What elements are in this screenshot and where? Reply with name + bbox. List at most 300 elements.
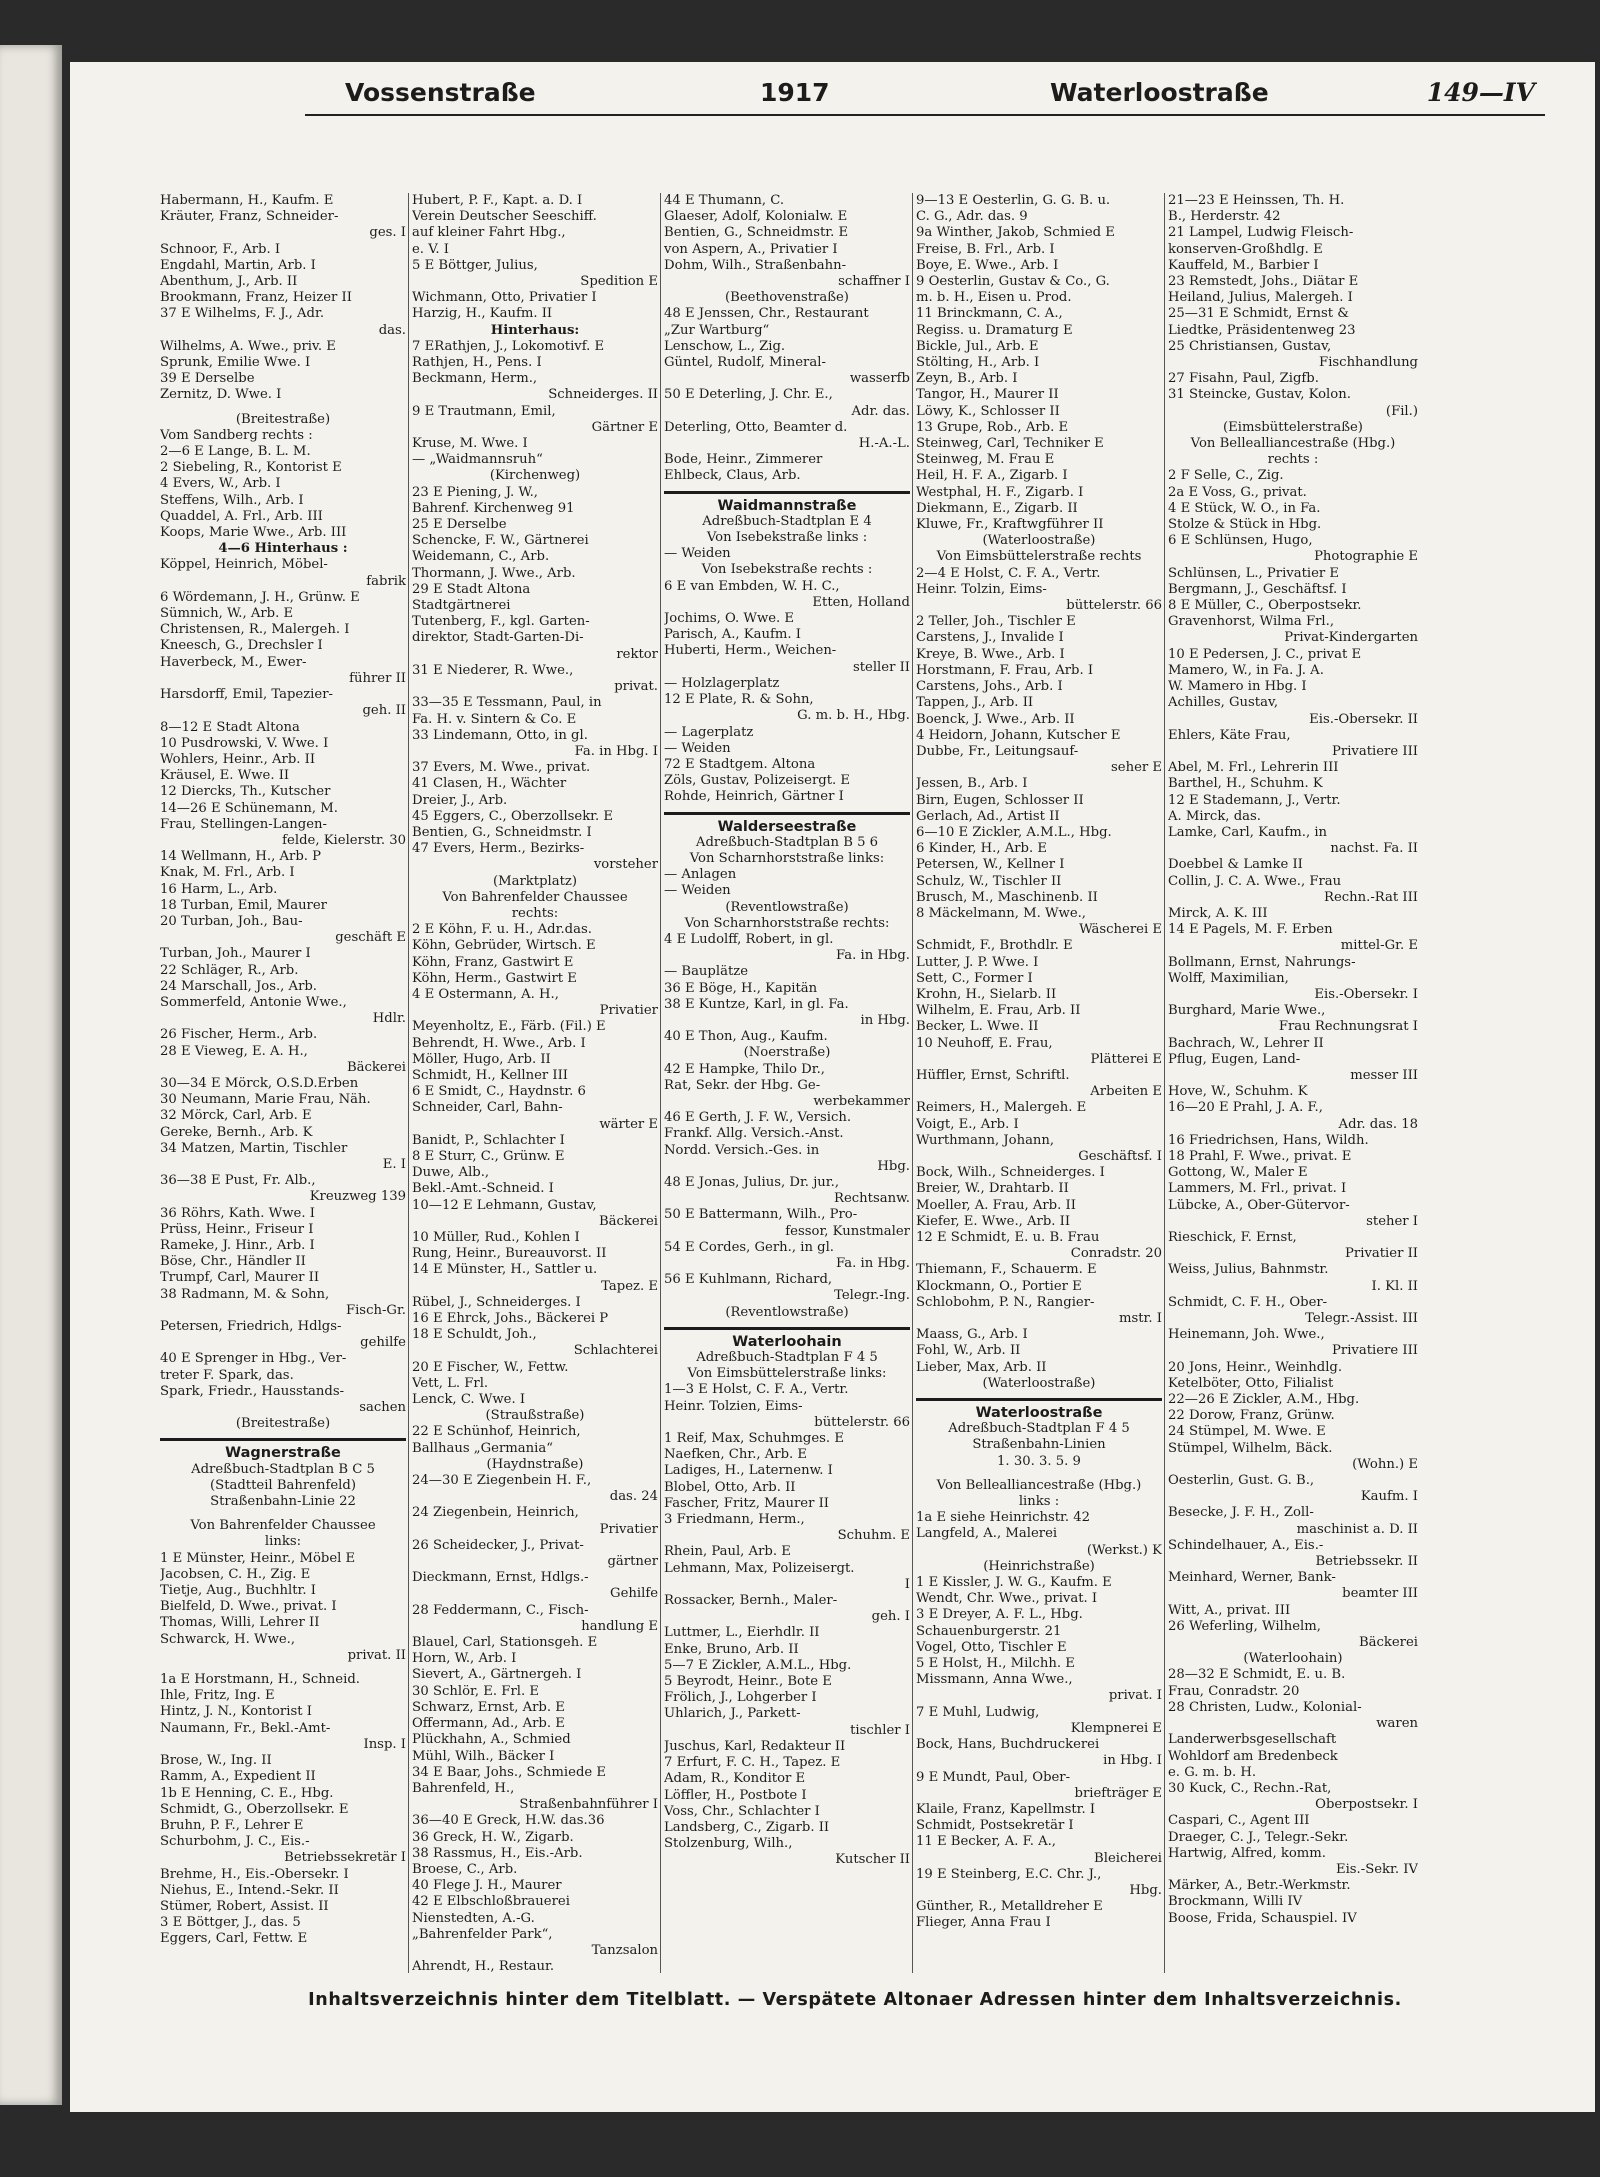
directory-entry: Frau, Stellingen-Langen- xyxy=(160,816,327,832)
directory-entry: Brookmann, Franz, Heizer II xyxy=(160,290,352,306)
directory-entry: Bäckerei xyxy=(1358,1635,1418,1651)
column-rule xyxy=(408,193,409,1973)
street-heading: Wagnerstraße xyxy=(160,1438,406,1461)
directory-entry: Bergmann, J., Geschäftsf. I xyxy=(1168,581,1347,597)
directory-entry: Schneiderges. II xyxy=(548,387,658,403)
directory-entry: Wichmann, Otto, Privatier I xyxy=(412,290,597,306)
directory-entry: 22 Dorow, Franz, Grünw. xyxy=(1168,1408,1335,1424)
directory-entry: Kruse, M. Wwe. I xyxy=(412,436,528,452)
directory-entry: Abenthum, J., Arb. II xyxy=(160,274,298,290)
directory-entry: Besecke, J. F. H., Zoll- xyxy=(1168,1505,1314,1521)
directory-entry: Dubbe, Fr., Leitungsauf- xyxy=(916,743,1079,759)
directory-entry: fabrik xyxy=(366,573,406,589)
directory-entry: Schmidt, C. F. H., Ober- xyxy=(1168,1294,1328,1310)
section-note: (Stadtteil Bahrenfeld) xyxy=(210,1477,356,1493)
spacer xyxy=(160,1664,406,1672)
directory-entry: Stümpel, Wilhelm, Bäck. xyxy=(1168,1440,1333,1456)
directory-entry: 9—13 E Oesterlin, G. G. B. u. xyxy=(916,193,1111,208)
directory-entry: Huberti, Herm., Weichen- xyxy=(664,643,837,659)
directory-entry: seher E xyxy=(1111,760,1162,776)
directory-entry: 2—4 E Holst, C. F. A., Vertr. xyxy=(916,565,1101,581)
directory-entry: Betriebssekretär I xyxy=(284,1850,406,1866)
directory-entry: 14 E Münster, H., Sattler u. xyxy=(412,1262,598,1278)
directory-entry: Heinr. Tolzien, Eims- xyxy=(664,1398,803,1414)
directory-entry: 20 E Fischer, W., Fettw. xyxy=(412,1359,569,1375)
directory-entry: Weiss, Julius, Bahnmstr. xyxy=(1168,1262,1329,1278)
directory-entry: geschäft E xyxy=(335,930,406,946)
directory-entry: Schwarz, Ernst, Arb. E xyxy=(412,1699,565,1715)
directory-entry: Voigt, E., Arb. I xyxy=(916,1116,1019,1132)
directory-entry: direktor, Stadt-Garten-Di- xyxy=(412,630,584,646)
directory-entry: Köppel, Heinrich, Möbel- xyxy=(160,557,328,573)
directory-entry: Petersen, W., Kellner I xyxy=(916,857,1065,873)
directory-entry: 24 Marschall, Jos., Arb. xyxy=(160,978,318,994)
column-4 xyxy=(916,193,1162,1983)
directory-entry: Westphal, H. F., Zigarb. I xyxy=(916,484,1084,500)
directory-entry: in Hbg. xyxy=(860,1012,910,1028)
directory-entry: Achilles, Gustav, xyxy=(1168,695,1279,711)
directory-entry: steller II xyxy=(852,659,910,675)
directory-entry: gehilfe xyxy=(360,1335,406,1351)
directory-entry: führer II xyxy=(349,670,406,686)
directory-entry: Vom Sandberg rechts : xyxy=(160,427,313,443)
directory-entry: Koops, Marie Wwe., Arb. III xyxy=(160,525,347,541)
directory-entry: 50 E Deterling, J. Chr. E., xyxy=(664,387,833,403)
directory-entry: Gravenhorst, Wilma Frl., xyxy=(1168,614,1335,630)
directory-entry: 25 Christiansen, Gustav, xyxy=(1168,338,1332,354)
directory-entry: 36—40 E Greck, H.W. das.36 xyxy=(412,1813,605,1829)
directory-entry: das. xyxy=(378,322,406,338)
street-heading: Walderseestraße xyxy=(664,812,910,835)
directory-entry: 48 E Jonas, Julius, Dr. jur., xyxy=(664,1174,840,1190)
directory-entry: 20 Turban, Joh., Bau- xyxy=(160,913,303,929)
directory-entry: Wilhelm, E. Frau, Arb. II xyxy=(916,1003,1081,1019)
directory-entry: Schauenburgerstr. 21 xyxy=(916,1623,1062,1639)
directory-entry: 22 E Schünhof, Heinrich, xyxy=(412,1424,581,1440)
directory-entry: Diekmann, E., Zigarb. II xyxy=(916,500,1078,516)
directory-entry: Wurthmann, Johann, xyxy=(916,1132,1055,1148)
directory-entry: Güntel, Rudolf, Mineral- xyxy=(664,355,826,371)
directory-entry: Frau, Conradstr. 20 xyxy=(1168,1683,1300,1699)
directory-entry: sachen xyxy=(359,1400,406,1416)
directory-entry: 22—26 E Zickler, A.M., Hbg. xyxy=(1168,1392,1360,1408)
directory-entry: 10 E Pedersen, J. C., privat E xyxy=(1168,646,1362,662)
directory-entry: 4—6 Hinterhaus : xyxy=(218,541,348,557)
directory-entry: Jessen, B., Arb. I xyxy=(916,776,1028,792)
section-note: (Beethovenstraße) xyxy=(725,290,849,306)
section-note: Von Eimsbüttelerstraße links: xyxy=(687,1366,887,1382)
directory-entry: 34 E Baar, Johs., Schmiede E xyxy=(412,1764,607,1780)
directory-entry: Sommerfeld, Antonie Wwe., xyxy=(160,994,347,1010)
directory-entry: ges. I xyxy=(369,225,406,241)
directory-entry: B., Herderstr. 42 xyxy=(1168,209,1281,225)
directory-entry: Klaile, Franz, Kapellmstr. I xyxy=(916,1801,1096,1817)
directory-entry: Bentien, G., Schneidmstr. I xyxy=(412,824,592,840)
directory-entry: Rameke, J. Hinr., Arb. I xyxy=(160,1238,315,1253)
directory-entry: 16 Harm, L., Arb. xyxy=(160,881,278,897)
footer-note: Inhaltsverzeichnis hinter dem Titelblatt. — Verspätete Altonaer Adressen hinter dem Inhaltsverzeichnis. xyxy=(308,1990,1402,2010)
directory-entry: Stümer, Robert, Assist. II xyxy=(160,1898,329,1914)
directory-entry: Hbg. xyxy=(877,1158,910,1174)
section-note: (Waterloostraße) xyxy=(982,533,1096,549)
directory-entry: 8 E Sturr, C., Grünw. E xyxy=(412,1148,565,1164)
directory-entry: 38 Rassmus, H., Eis.-Arb. xyxy=(412,1845,583,1861)
directory-entry: Luttmer, L., Eierhdlr. II xyxy=(664,1625,820,1641)
directory-entry: Wolff, Maximilian, xyxy=(1168,970,1289,986)
directory-entry: Wendt, Chr. Wwe., privat. I xyxy=(916,1591,1098,1607)
directory-entry: — Weiden xyxy=(664,740,731,756)
directory-entry: 72 E Stadtgem. Altona xyxy=(664,756,816,772)
directory-entry: Birn, Eugen, Schlosser II xyxy=(916,792,1084,808)
column-rule xyxy=(912,193,913,1973)
directory-entry: 25—31 E Schmidt, Ernst & xyxy=(1168,306,1349,322)
directory-entry: Petersen, Friedrich, Hdlgs- xyxy=(160,1319,342,1335)
directory-entry: 40 E Sprenger in Hbg., Ver- xyxy=(160,1351,347,1367)
directory-entry: Nordd. Versich.-Ges. in xyxy=(664,1142,820,1158)
directory-entry: 29 E Stadt Altona xyxy=(412,581,531,597)
directory-entry: Insp. I xyxy=(363,1736,406,1752)
directory-entry: Brehme, H., Eis.-Obersekr. I xyxy=(160,1866,349,1882)
directory-entry: 36 Greck, H. W., Zigarb. xyxy=(412,1829,574,1845)
section-note: Adreßbuch-Stadtplan B C 5 xyxy=(191,1461,375,1477)
directory-entry: treter F. Spark, das. xyxy=(160,1367,294,1383)
directory-entry: Trumpf, Carl, Maurer II xyxy=(160,1270,320,1286)
directory-entry: Jacobsen, C. H., Zig. E xyxy=(160,1566,311,1582)
directory-entry: Fa. H. v. Sintern & Co. E xyxy=(412,711,577,727)
directory-entry: geh. I xyxy=(871,1609,910,1625)
directory-entry: H.-A.-L. xyxy=(858,436,910,452)
directory-entry: 3 E Böttger, J., das. 5 xyxy=(160,1915,301,1931)
directory-entry: Mühl, Wilh., Bäcker I xyxy=(412,1748,555,1764)
directory-entry: Hove, W., Schuhm. K xyxy=(1168,1084,1308,1100)
directory-entry: 18 Turban, Emil, Maurer xyxy=(160,897,327,913)
directory-entry: Lenck, C. Wwe. I xyxy=(412,1392,526,1408)
directory-entry: Landerwerbsgesellschaft xyxy=(1168,1732,1337,1748)
directory-entry: — Weiden xyxy=(664,883,731,899)
directory-entry: 39 E Derselbe xyxy=(160,371,255,387)
directory-entry: Fa. in Hbg. xyxy=(836,948,910,964)
directory-entry: 24 Ziegenbein, Heinrich, xyxy=(412,1505,579,1521)
directory-entry: Prüss, Heinr., Friseur I xyxy=(160,1221,314,1237)
section-note: links: xyxy=(264,1534,302,1550)
section-note: Von Bellealliancestraße (Hbg.) xyxy=(1190,436,1396,452)
directory-entry: felde, Kielerstr. 30 xyxy=(282,832,406,848)
directory-entry: Naefken, Chr., Arb. E xyxy=(664,1447,808,1463)
directory-entry: 8 E Müller, C., Oberpostsekr. xyxy=(1168,598,1362,614)
directory-entry: messer III xyxy=(1350,1067,1418,1083)
directory-entry: 16—20 E Prahl, J. A. F., xyxy=(1168,1100,1323,1116)
directory-entry: werbekammer xyxy=(813,1093,910,1109)
directory-entry: Breier, W., Drahtarb. II xyxy=(916,1181,1069,1197)
directory-entry: Collin, J. C. A. Wwe., Frau xyxy=(1168,873,1342,889)
directory-entry: wärter E xyxy=(599,1116,658,1132)
directory-entry: Schindelhauer, A., Eis.- xyxy=(1168,1537,1324,1553)
directory-entry: Fa. in Hbg. I xyxy=(574,743,658,759)
directory-entry: Telegr.-Assist. III xyxy=(1305,1311,1418,1327)
directory-entry: — Weiden xyxy=(664,546,731,562)
directory-entry: 1 E Münster, Heinr., Möbel E xyxy=(160,1550,356,1566)
directory-entry: Hartwig, Alfred, komm. xyxy=(1168,1845,1326,1861)
directory-entry: — Lagerplatz xyxy=(664,724,754,740)
directory-entry: 3 E Dreyer, A. F. L., Hbg. xyxy=(916,1607,1083,1623)
section-note: (Reventlowstraße) xyxy=(725,899,849,915)
directory-entry: Fisch-Gr. xyxy=(345,1302,406,1318)
section-note: 1. 30. 3. 5. 9 xyxy=(997,1453,1081,1469)
directory-entry: Haverbeck, M., Ewer- xyxy=(160,654,307,670)
section-note: rechts : xyxy=(1267,452,1319,468)
directory-entry: Freise, B. Frl., Arb. I xyxy=(916,241,1055,257)
directory-entry: Langfeld, A., Malerei xyxy=(916,1526,1058,1542)
directory-entry: Kaufm. I xyxy=(1360,1489,1418,1505)
directory-entry: Landsberg, C., Zigarb. II xyxy=(664,1819,830,1835)
directory-entry: Oesterlin, Gust. G. B., xyxy=(1168,1473,1315,1489)
directory-entry: Offermann, Ad., Arb. E xyxy=(412,1716,565,1732)
directory-entry: 1a E Horstmann, H., Schneid. xyxy=(160,1672,360,1688)
directory-entry: Rung, Heinr., Bureauvorst. II xyxy=(412,1246,607,1262)
directory-entry: 1 Reif, Max, Schuhmges. E xyxy=(664,1431,844,1447)
directory-entry: schaffner I xyxy=(838,274,910,290)
directory-entry: Sümnich, W., Arb. E xyxy=(160,606,294,622)
directory-entry: Löffler, H., Postbote I xyxy=(664,1787,807,1803)
directory-entry: Hdlr. xyxy=(372,1011,406,1027)
directory-entry: Kräuter, Franz, Schneider- xyxy=(160,209,339,225)
directory-entry: Quaddel, A. Frl., Arb. III xyxy=(160,508,323,524)
directory-entry: m. b. H., Eisen u. Prod. xyxy=(916,290,1072,306)
directory-entry: rektor xyxy=(616,646,658,662)
directory-entry: 42 E Hampke, Thilo Dr., xyxy=(664,1061,825,1077)
directory-entry: Dohm, Wilh., Straßenbahn- xyxy=(664,257,847,273)
directory-entry: Glaeser, Adolf, Kolonialw. E xyxy=(664,209,848,225)
directory-entry: Hintz, J. N., Kontorist I xyxy=(160,1704,312,1720)
directory-entry: Liedtke, Präsidentenweg 23 xyxy=(1168,322,1356,338)
running-head-left: Vossenstraße xyxy=(345,78,536,107)
directory-entry: 10 Pusdrowski, V. Wwe. I xyxy=(160,735,329,751)
directory-entry: 9 E Trautmann, Emil, xyxy=(412,403,556,419)
section-note: (Waterloostraße) xyxy=(982,1375,1096,1391)
directory-entry: 40 E Thon, Aug., Kaufm. xyxy=(664,1029,828,1045)
directory-entry: Tappen, J., Arb. II xyxy=(916,695,1034,711)
directory-entry: Sett, C., Former I xyxy=(916,970,1033,986)
directory-entry: Horstmann, F. Frau, Arb. I xyxy=(916,662,1094,678)
directory-entry: maschinist a. D. II xyxy=(1296,1521,1418,1537)
directory-entry: Ehlbeck, Claus, Arb. xyxy=(664,468,801,484)
directory-entry: Voss, Chr., Schlachter I xyxy=(664,1803,820,1819)
directory-entry: 13 Grupe, Rob., Arb. E xyxy=(916,419,1069,435)
directory-entry: Naumann, Fr., Bekl.-Amt- xyxy=(160,1720,331,1736)
directory-entry: Wilhelms, A. Wwe., priv. E xyxy=(160,338,336,354)
directory-entry: steher I xyxy=(1366,1213,1418,1229)
directory-entry: Wohldorf am Bredenbeck xyxy=(1168,1748,1338,1764)
section-note: (Haydnstraße) xyxy=(486,1456,584,1472)
directory-entry: Broese, C., Arb. xyxy=(412,1861,518,1877)
directory-entry: Gärtner E xyxy=(591,419,658,435)
directory-entry: Bachrach, W., Lehrer II xyxy=(1168,1035,1324,1051)
directory-entry: Kneesch, G., Drechsler I xyxy=(160,638,323,654)
directory-entry: 9a Winther, Jakob, Schmied E xyxy=(916,225,1115,241)
directory-entry: 32 Mörck, Carl, Arb. E xyxy=(160,1108,312,1124)
directory-entry: 20 Jons, Heinr., Weinhdlg. xyxy=(1168,1359,1343,1375)
directory-entry: Gereke, Bernh., Arb. K xyxy=(160,1124,313,1140)
directory-entry: Steffens, Wilh., Arb. I xyxy=(160,492,304,508)
section-note: Von Eimsbüttelerstraße rechts xyxy=(936,549,1142,565)
directory-entry: Stolzenburg, Wilh., xyxy=(664,1836,793,1852)
directory-entry: 18 E Schuldt, Joh., xyxy=(412,1327,537,1343)
directory-entry: Zernitz, D. Wwe. I xyxy=(160,387,282,403)
directory-entry: Lieber, Max, Arb. II xyxy=(916,1359,1047,1375)
directory-entry: Wäscherei E xyxy=(1079,922,1162,938)
directory-entry: 33—35 E Tessmann, Paul, in xyxy=(412,695,602,711)
column-5 xyxy=(1168,193,1418,1983)
directory-entry: 44 E Thumann, C. xyxy=(664,193,785,208)
directory-entry: 40 Flege J. H., Maurer xyxy=(412,1878,562,1894)
directory-entry: „Zur Wartburg“ xyxy=(664,322,770,338)
directory-entry: 46 E Gerth, J. F. W., Versich. xyxy=(664,1110,852,1126)
directory-entry: 27 Fisahn, Paul, Zigfb. xyxy=(1168,371,1319,387)
directory-entry: Vogel, Otto, Tischler E xyxy=(916,1639,1067,1655)
directory-entry: Ramm, A., Expedient II xyxy=(160,1769,316,1785)
directory-entry: 6 Wördemann, J. H., Grünw. E xyxy=(160,589,360,605)
directory-entry: Kreuzweg 139 xyxy=(309,1189,406,1205)
directory-entry: Ehlers, Käte Frau, xyxy=(1168,727,1291,743)
directory-entry: E. I xyxy=(382,1156,406,1172)
directory-entry: 26 Weferling, Wilhelm, xyxy=(1168,1618,1321,1634)
directory-entry: Boenck, J. Wwe., Arb. II xyxy=(916,711,1075,727)
directory-entry: 37 Evers, M. Wwe., privat. xyxy=(412,760,591,776)
directory-entry: 4 E Ostermann, A. H., xyxy=(412,986,559,1002)
directory-entry: 4 E Stück, W. O., in Fa. xyxy=(1168,500,1321,516)
directory-entry: 24 Stümpel, M. Wwe. E xyxy=(1168,1424,1326,1440)
directory-entry: Nienstedten, A.-G. xyxy=(412,1910,535,1926)
directory-entry: Bode, Heinr., Zimmerer xyxy=(664,452,823,468)
directory-entry: 37 E Wilhelms, F. J., Adr. xyxy=(160,306,325,322)
directory-entry: 7 Erfurt, F. C. H., Tapez. E xyxy=(664,1755,841,1771)
directory-entry: Behrendt, H. Wwe., Arb. I xyxy=(412,1035,586,1051)
directory-entry: Böse, Chr., Händler II xyxy=(160,1254,306,1270)
directory-entry: Doebbel & Lamke II xyxy=(1168,857,1303,873)
spacer xyxy=(160,404,406,412)
directory-entry: Fascher, Fritz, Maurer II xyxy=(664,1495,829,1511)
directory-entry: (Wohn.) E xyxy=(1352,1456,1418,1472)
directory-entry: e. G. m. b. H. xyxy=(1168,1764,1257,1780)
directory-entry: Thomas, Willi, Lehrer II xyxy=(160,1615,320,1631)
directory-entry: Dieckmann, Ernst, Hdlgs.- xyxy=(412,1570,589,1586)
directory-entry: fessor, Kunstmaler xyxy=(785,1223,910,1239)
section-note: (Heinrichstraße) xyxy=(983,1558,1095,1574)
directory-entry: 19 E Steinberg, E.C. Chr. J., xyxy=(916,1866,1102,1882)
directory-entry: 38 E Kuntze, Karl, in gl. Fa. xyxy=(664,996,849,1012)
directory-entry: Klockmann, O., Portier E xyxy=(916,1278,1082,1294)
directory-entry: 8 Mäckelmann, M. Wwe., xyxy=(916,905,1087,921)
directory-entry: Lutter, J. P. Wwe. I xyxy=(916,954,1039,970)
directory-entry: Meinhard, Werner, Bank- xyxy=(1168,1570,1336,1586)
directory-entry: Lamke, Carl, Kaufm., in xyxy=(1168,824,1328,840)
street-heading: Waidmannstraße xyxy=(664,491,910,514)
directory-entry: Conradstr. 20 xyxy=(1070,1246,1162,1262)
directory-entry: 45 Eggers, C., Oberzollsekr. E xyxy=(412,808,614,824)
directory-entry: tischler I xyxy=(850,1722,910,1738)
directory-entry: privat. xyxy=(614,679,658,695)
directory-entry: Thiemann, F., Schauerm. E xyxy=(916,1262,1097,1278)
directory-entry: Eis.-Obersekr. I xyxy=(1314,986,1418,1002)
directory-entry: Wohlers, Heinr., Arb. II xyxy=(160,751,316,767)
directory-entry: 5 E Böttger, Julius, xyxy=(412,257,538,273)
page-header xyxy=(70,72,1545,120)
directory-entry: Fohl, W., Arb. II xyxy=(916,1343,1021,1359)
directory-entry: 28 Christen, Ludw., Kolonial- xyxy=(1168,1699,1362,1715)
directory-entry: handlung E xyxy=(581,1618,658,1634)
directory-entry: Moeller, A. Frau, Arb. II xyxy=(916,1197,1076,1213)
directory-entry: vorsteher xyxy=(593,857,658,873)
directory-entry: Verein Deutscher Seeschiff. xyxy=(412,209,597,225)
directory-entry: Rhein, Paul, Arb. E xyxy=(664,1544,791,1560)
directory-entry: Möller, Hugo, Arb. II xyxy=(412,1051,551,1067)
directory-entry: 23 E Piening, J. W., xyxy=(412,484,538,500)
facing-page-edge xyxy=(0,45,62,2105)
directory-entry: Privat-Kindergarten xyxy=(1284,630,1418,646)
section-note: Adreßbuch-Stadtplan E 4 xyxy=(702,513,872,529)
directory-entry: 7 ERathjen, J., Lokomotivf. E xyxy=(412,338,605,354)
directory-entry: Privatier II xyxy=(1345,1246,1418,1262)
directory-entry: 4 E Ludolff, Robert, in gl. xyxy=(664,931,834,947)
directory-entry: Stadtgärtnerei xyxy=(412,598,511,614)
directory-entry: Schuhm. E xyxy=(837,1528,910,1544)
directory-entry: Köhn, Franz, Gastwirt E xyxy=(412,954,574,970)
directory-entry: Meyenholtz, E., Färb. (Fil.) E xyxy=(412,1019,606,1035)
directory-entry: 21 Lampel, Ludwig Fleisch- xyxy=(1168,225,1354,241)
directory-entry: 12 E Schmidt, E. u. B. Frau xyxy=(916,1230,1100,1245)
directory-entry: (Fil.) xyxy=(1385,403,1418,419)
directory-entry: Becker, L. Wwe. II xyxy=(916,1019,1039,1035)
page-number: 149—IV xyxy=(1426,78,1535,107)
running-head-year: 1917 xyxy=(760,78,830,107)
directory-entry: Harsdorff, Emil, Tapezier- xyxy=(160,687,333,703)
directory-entry: „Bahrenfelder Park“, xyxy=(412,1926,553,1942)
directory-entry: Regiss. u. Dramaturg E xyxy=(916,322,1073,338)
directory-entry: Rübel, J., Schneiderges. I xyxy=(412,1294,581,1310)
directory-entry: Rohde, Heinrich, Gärtner I xyxy=(664,789,844,805)
directory-entry: 8—12 E Stadt Altona xyxy=(160,719,300,735)
directory-entry: beamter III xyxy=(1342,1586,1418,1602)
street-heading: Waterloohain xyxy=(664,1327,910,1350)
directory-entry: Sievert, A., Gärtnergeh. I xyxy=(412,1667,582,1683)
directory-entry: Witt, A., privat. III xyxy=(1168,1602,1291,1618)
directory-entry: Brockmann, Willi IV xyxy=(1168,1894,1303,1910)
directory-entry: 4 Evers, W., Arb. I xyxy=(160,476,281,492)
directory-entry: Mamero, W., in Fa. J. A. xyxy=(1168,662,1324,678)
directory-entry: Gehilfe xyxy=(610,1586,658,1602)
directory-entry: privat. I xyxy=(1108,1688,1162,1704)
directory-entry: Bock, Hans, Buchdruckerei xyxy=(916,1737,1100,1753)
directory-entry: Klempnerei E xyxy=(1070,1720,1162,1736)
directory-entry: 30 Kuck, C., Rechn.-Rat, xyxy=(1168,1780,1332,1796)
directory-entry: Schmidt, H., Kellner III xyxy=(412,1067,568,1083)
directory-entry: Abel, M. Frl., Lehrerin III xyxy=(1168,760,1339,776)
directory-entry: 26 Scheidecker, J., Privat- xyxy=(412,1537,584,1553)
directory-entry: privat. II xyxy=(347,1647,406,1663)
section-note: Von Isebekstraße links : xyxy=(706,530,868,546)
directory-entry: Heil, H. F. A., Zigarb. I xyxy=(916,468,1068,484)
section-note: (Marktplatz) xyxy=(492,873,578,889)
directory-entry: 1 E Kissler, J. W. G., Kaufm. E xyxy=(916,1575,1112,1591)
section-note: Von Bahrenfelder Chaussee xyxy=(442,889,628,905)
directory-entry: I. Kl. II xyxy=(1371,1278,1418,1294)
directory-entry: 36 Röhrs, Kath. Wwe. I xyxy=(160,1205,315,1221)
directory-entry: Schmidt, Postsekretär I xyxy=(916,1818,1074,1834)
directory-entry: Ahrendt, H., Restaur. xyxy=(412,1959,555,1975)
directory-entry: 4 Heidorn, Johann, Kutscher E xyxy=(916,727,1121,743)
directory-entry: Privatiere III xyxy=(1332,1343,1418,1359)
directory-entry: Fa. in Hbg. xyxy=(836,1256,910,1271)
